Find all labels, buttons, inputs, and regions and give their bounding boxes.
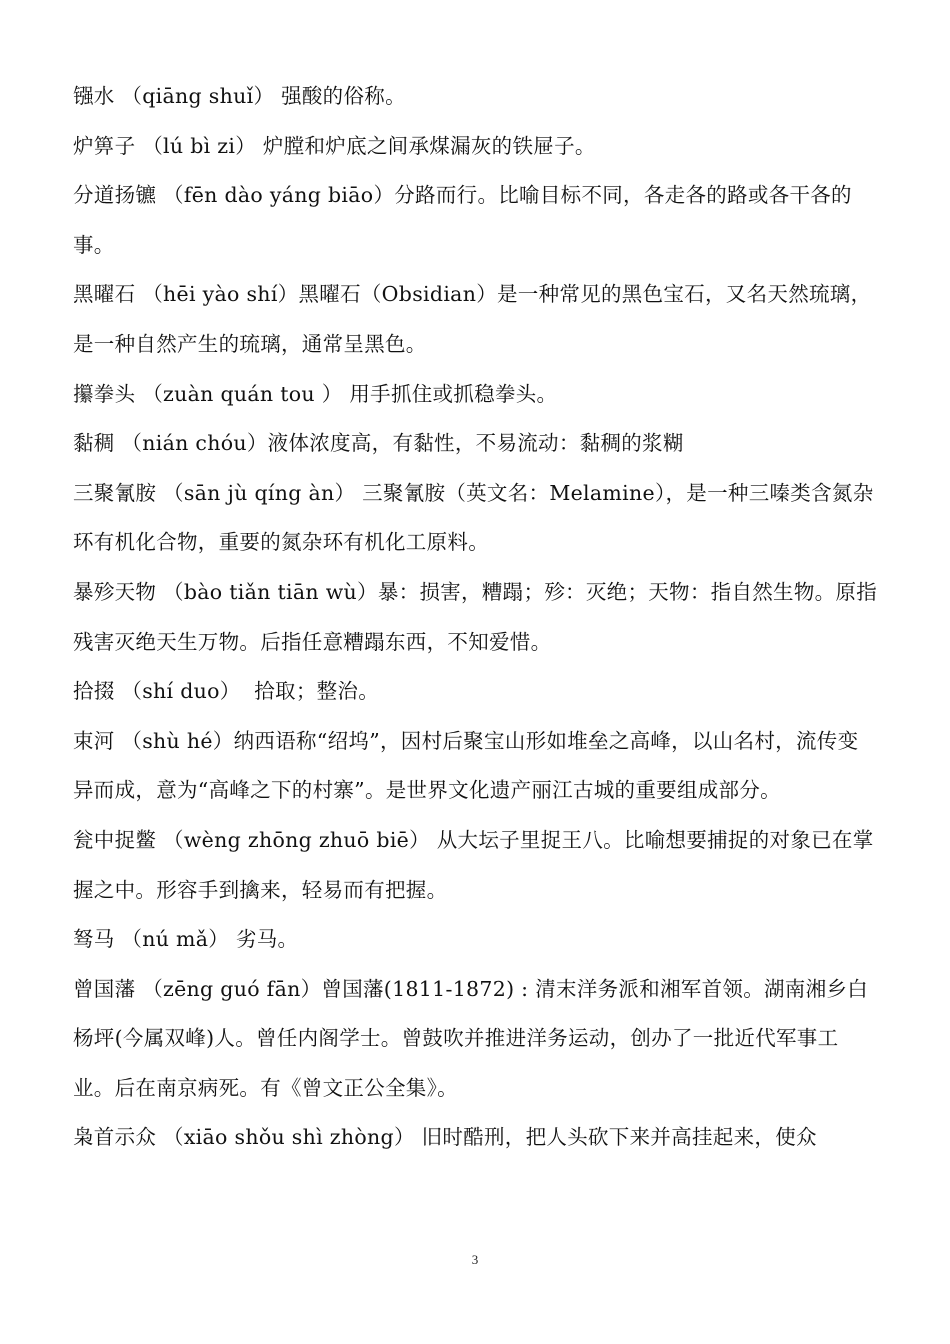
glossary-entry (73, 270, 879, 369)
glossary-entry (73, 419, 879, 469)
entry-pinyin: （zēng guó fān） (135, 976, 322, 1001)
entry-pinyin: （shù hé） (114, 728, 234, 753)
entry-definition: 拾取；整治。 (254, 679, 380, 704)
entry-definition: 暴：损害，糟蹋；殄：灭绝；天物：指自然生物。原指残害灭绝天生万物。后指任意糟蹋东西，不知爱惜。 (73, 579, 878, 654)
glossary-list (73, 72, 879, 1163)
entry-term: 曾国藩 (73, 976, 136, 1001)
glossary-entry (73, 717, 879, 816)
entry-term: 黏稠 (73, 431, 115, 456)
entry-term: 黑曜石 (73, 282, 136, 307)
entry-pinyin: （nú mǎ） (114, 927, 236, 952)
glossary-entry (73, 72, 879, 122)
entry-pinyin: （sān jù qíng àn） (156, 480, 363, 505)
entry-definition: 强酸的俗称。 (281, 84, 406, 108)
entry-term: 攥拳头 (73, 381, 136, 406)
entry-term: 束河 (73, 728, 115, 753)
entry-pinyin: （hēi yào shí） (135, 282, 299, 307)
entry-term: 分道扬镳 (73, 183, 157, 208)
entry-definition: 从大坛子里捉王八。比喻想要捕捉的对象已在掌握之中。形容手到擒来，轻易而有把握。 (73, 827, 874, 902)
entry-term: 炉箅子 (73, 133, 136, 158)
entry-pinyin: （shí duo） (114, 679, 255, 704)
entry-definition: 三聚氰胺（英文名：Melamine），是一种三嗪类含氮杂环有机化合物，重要的氮杂环有机化工原料。 (73, 480, 874, 555)
entry-definition: 纳西语称“绍坞”，因村后聚宝山形如堆垒之高峰，以山名村，流传变异而成，意为“高峰之下的村寨”。是世界文化遗产丽江古城的重要组成部分。 (73, 728, 859, 803)
entry-pinyin: （xiāo shǒu shì zhòng） (156, 1125, 422, 1150)
entry-pinyin: （nián chóu） (114, 431, 268, 456)
entry-pinyin: （wèng zhōng zhuō biē） (156, 827, 437, 852)
entry-definition: 分路而行。比喻目标不同，各走各的路或各干各的事。 (73, 183, 852, 257)
entry-definition: 黑曜石（Obsidian）是一种常见的黑色宝石，又名天然琉璃，是一种自然产生的琉璃，通常呈黑色。 (73, 282, 872, 356)
entry-term: 枭首示众 (73, 1125, 157, 1150)
entry-term: 驽马 (73, 927, 115, 952)
page-number: 3 (471, 1252, 479, 1267)
glossary-entry (73, 370, 879, 420)
entry-term: 三聚氰胺 (73, 480, 157, 505)
glossary-entry (73, 816, 879, 915)
entry-definition: 劣马。 (235, 927, 299, 952)
entry-term: 暴殄天物 (73, 579, 157, 604)
glossary-entry (73, 667, 879, 717)
glossary-entry (73, 965, 879, 1114)
glossary-entry (73, 915, 879, 965)
entry-term: 拾掇 (73, 679, 115, 704)
entry-pinyin: （zuàn quán tou ） (135, 381, 350, 406)
entry-pinyin: （lú bì zi） (135, 133, 263, 158)
glossary-entry (73, 568, 879, 667)
glossary-entry (73, 469, 879, 568)
entry-pinyin: （bào tiǎn tiān wù） (156, 579, 378, 604)
glossary-entry (73, 1113, 879, 1163)
entry-definition: 液体浓度高，有黏性，不易流动：黏稠的浆糊 (267, 431, 684, 456)
glossary-entry (73, 122, 879, 172)
entry-term: 瓮中捉鳖 (73, 827, 157, 852)
entry-term: 镪水 (73, 84, 115, 108)
glossary-entry (73, 171, 879, 270)
entry-definition: 曾国藩(1811-1872) : 清末洋务派和湘军首领。湖南湘乡白杨坪(今属双峰)人。曾任内阁学士。曾鼓吹并推进洋务运动，创办了一批近代军事工业。后在南京病死。有《曾文正公全集》。 (73, 976, 869, 1100)
entry-pinyin: （qiāng shuǐ） (114, 84, 282, 108)
entry-definition: 旧时酷刑，把人头砍下来并高挂起来，使众 (421, 1125, 817, 1150)
entry-definition: 用手抓住或抓稳拳头。 (349, 381, 558, 406)
entry-definition: 炉膛和炉底之间承煤漏灰的铁屉子。 (262, 133, 596, 158)
entry-pinyin: （fēn dào yáng biāo） (156, 183, 395, 208)
